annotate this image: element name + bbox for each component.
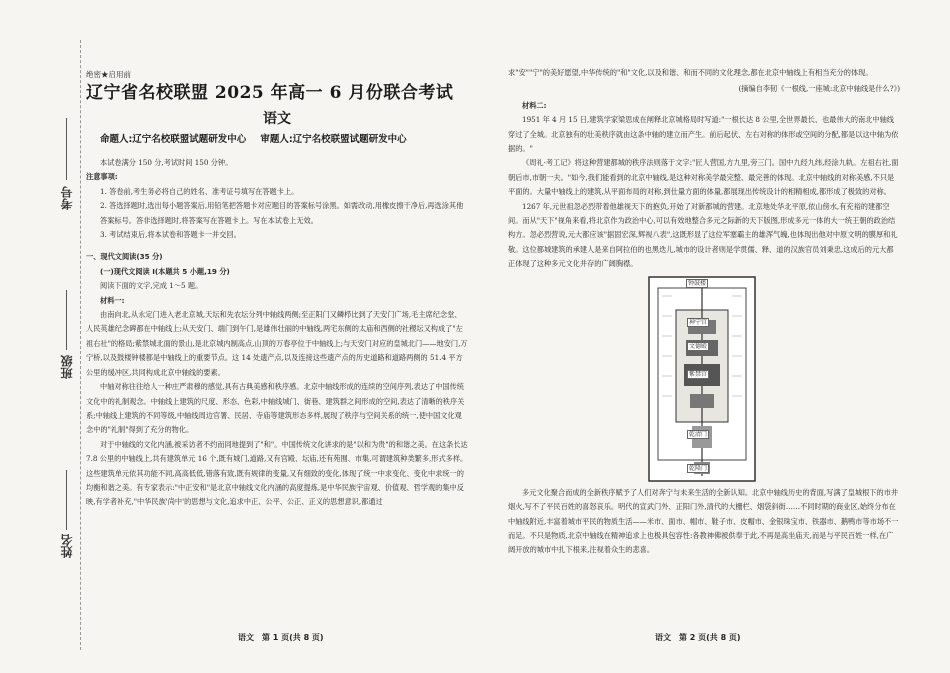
map-label: 乾清门 — [689, 430, 708, 438]
exam-number-label: 考号 — [60, 186, 74, 210]
material-1-title: 材料一: — [100, 295, 125, 305]
notes-list — [86, 185, 468, 243]
binding-margin — [0, 0, 95, 673]
exam-title: 辽宁省名校联盟 2025 年高一 6 月份联合考试 — [86, 83, 454, 103]
map-label-south: 乾隆门 — [689, 464, 708, 472]
map-label: 紫禁宫 — [689, 370, 708, 378]
secret-mark: 绝密★启用前 — [86, 70, 131, 79]
page-2-footer: 语文 第 2 页(共 8 页) — [655, 633, 741, 642]
note-item: 3. 考试结束后,将本试卷和答题卡一并交回。 — [100, 230, 241, 240]
exam-number-line — [66, 118, 67, 180]
page-1-footer: 语文 第 1 页(共 8 页) — [238, 633, 324, 642]
note-item: 1. 答卷前,考生务必将自己的姓名、准考证号填写在答题卡上。 — [100, 186, 299, 196]
material-2-title: 材料二: — [522, 100, 547, 110]
note-item: 2. 答选择题时,选出每小题答案后,用铅笔把答题卡对应题目的答案标号涂黑。如需改动,用橡皮擦干净后,再选涂其他答案标号。答非选择题时,将答案写在答题卡上。写在本试卷上无效。 — [100, 201, 464, 225]
paragraph: 1951 年 4 月 15 日,建筑学家梁思成在闸释北京城格局时写道:"一根长达 8 公里,全世界最长、也最伟大的南北中轴线穿过了全城。北京独有的壮美秩序就由这条中轴的建立而产生。前后起伏、左右对称的体形或空间的分配,都是以这中轴为依据的。" — [508, 115, 899, 154]
map-label-north: 钟鼓楼 — [688, 279, 707, 287]
reviewer: 审题人:辽宁名校联盟试题研发中心 — [260, 134, 407, 145]
source-citation: (摘编自李韧《一根线,一座城:北京中轴线是什么?》) — [738, 84, 900, 94]
subject-title: 语文 — [263, 111, 291, 127]
paragraph: 求"安""宁"的美好愿望,中华传统的"和"文化,以及和谐、和而不同的文化理念,都在北京中轴线上有相当充分的体现。 — [508, 68, 873, 77]
page-1 — [86, 60, 468, 510]
axis-map-drawing — [648, 276, 756, 482]
name-label: 姓名 — [60, 534, 74, 558]
paragraph: 由南向北,从永定门进入老北京城,天坛和先农坛分列中轴线两侧;至正阳门又鳞栉比到了天安门广场,毛主席纪念堂、人民英雄纪念碑都在中轴线上;从天安门、端门到午门,是雄伟壮丽的中轴线,两宅东侧的太庙和西侧的社稷坛又构成了"左祖右社"的格局;紫禁城北面的景山,是北京城内制高点,山顶的万春亭位于中轴线上;与天安门对应的皇城北门——地安门,万宁桥,以及鼓楼钟楼都是中轴线上的重要节点。这 14 处遗产点,以及连接这些遗产点的历史道路和道路两侧的 51.4 平方公里的缓冲区,共同构成北京中轴线的要素。 — [86, 310, 468, 377]
setter-line — [100, 132, 468, 148]
subsection-heading: (一)现代文阅读 Ⅰ(本题共 5 小题,19 分) — [100, 266, 230, 276]
notes-title: 注意事项: — [86, 172, 118, 182]
exam-info: 本试卷满分 150 分,考试时间 150 分钟。 — [100, 158, 233, 167]
instruction: 阅读下面的文字,完成 1～5 题。 — [100, 281, 203, 291]
paragraph: 对于中轴线的文化内涵,被采访者不约而同地提到了"和"。中国传统文化讲求的是"以和为贵"的和谐之美。在这条长达 7.8 公里的中轴线上,共有建筑单元 16 个,既有城门,道路,又有宫殿、坛庙,还有苑囿、市集,可谓建筑种类繁多,形式多样。这些建筑单元依其功能不同,高高低低,错落有致,既有规律的变量,又有细致的变化,体现了统一中求变化、变化中求统一的均衡和谐之美。有专家表示:"中正安和"是北京中轴线文化内涵的高度提炼,是中华民族宇宙观、价值观、哲学观的集中反映,有学者补充,"中华民族'尚中'的思想与文化,追求中正、公平、公正、正义的思想意识,都通过 — [86, 439, 468, 507]
class-line — [66, 290, 67, 350]
map-label: 神宁宫 — [689, 318, 708, 326]
paragraph: 1267 年,元世祖忽必烈带着他雄视天下的抱负,开始了对新都城的营建。北京地处华北平原,依山傍水,有充裕的建都空间。而从"天下"视角来看,将北京作为政治中心,可以有效地整合多元之际新的天下版图,形成多元一体的大一统王朝的政治结构方。忽必烈营说,元大都应该"据固宏深,辉视八表",这既形显了这位军塞霸主的雄浑气魄,也体现出他对中原文明的膜厚和礼敬。这位都城建筑的承建人是来自阿拉伯的也黑迭儿,城市的设计者则是学贯儒、释、道的汉族官员刘秉忠,这成后的元大都正体现了这种多元文化并存的广阔胸襟。 — [508, 201, 898, 269]
paragraph: 《周礼·考工记》将这种营建都城的秩序法则落于文字:"匠人营国,方九里,旁三门。国中九经九纬,经涂九轨。左祖右社,面朝后市,市朝一夫。"如今,我们能看到的北京中轴线,是这种对称美学最完整、最完善的体现。北京中轴线的对称美感,不只是平面的。大量中轴线上的建筑,从平面布局的对称,到仕量方面的体量,都展现出传统设计的相精相成,都形成了极致的对称。 — [508, 158, 899, 197]
class-label: 班级 — [60, 355, 74, 379]
setter: 命题人:辽宁名校联盟试题研发中心 — [100, 134, 247, 145]
binding-dashed-line — [80, 40, 81, 650]
paragraph: 中轴对称往往给人一种庄严肃穆的感觉,具有古典美感和秩序感。北京中轴线形成的连续的空间序列,表达了中国传统文化中的礼制观念。中轴线上建筑的尺度、形态、色彩,中轴线城门、街巷、建筑群之间形成的空间,表达了清晰的秩序关系;中轴线上建筑的不同等级,中轴线周边官署、民居、寺庙等建筑形态多样,展现了秩序与空间关系的统一,使中国文化观念中的"礼制"得到了充分的物化。 — [86, 382, 465, 435]
map-label: 文德殿 — [689, 342, 708, 350]
name-line — [66, 470, 67, 530]
paragraph: 多元文化聚合而成的全新秩序赋予了人们对奔宁与未来生活的全新认知。北京中轴线历史的背面,写满了皇城根下的市井烟火,写不了平民百姓的喜怒哀乐。明代的宣武门外、正阳门外,清代的大栅栏、烟袋斜街……不同时期的商业区,始终分布在中轴线附近,丰富着城市平民的物质生活——米市、面市、帽市、鞋子市、皮帽市、金银珠宝市、铁器市、鹅鸭市等市场不一而足。不只是物质,北京中轴线在精神追求上也极具包容性:各教神佛被供奉于此,不再是高坐庙天,而是与平民百姓一样,在广阔开放的城市中扎下根来,注视着众生的悲喜。 — [508, 487, 899, 555]
axis-map-figure — [648, 276, 756, 482]
page-2 — [508, 66, 900, 558]
section-heading: 一、现代文阅读(35 分) — [86, 252, 163, 262]
